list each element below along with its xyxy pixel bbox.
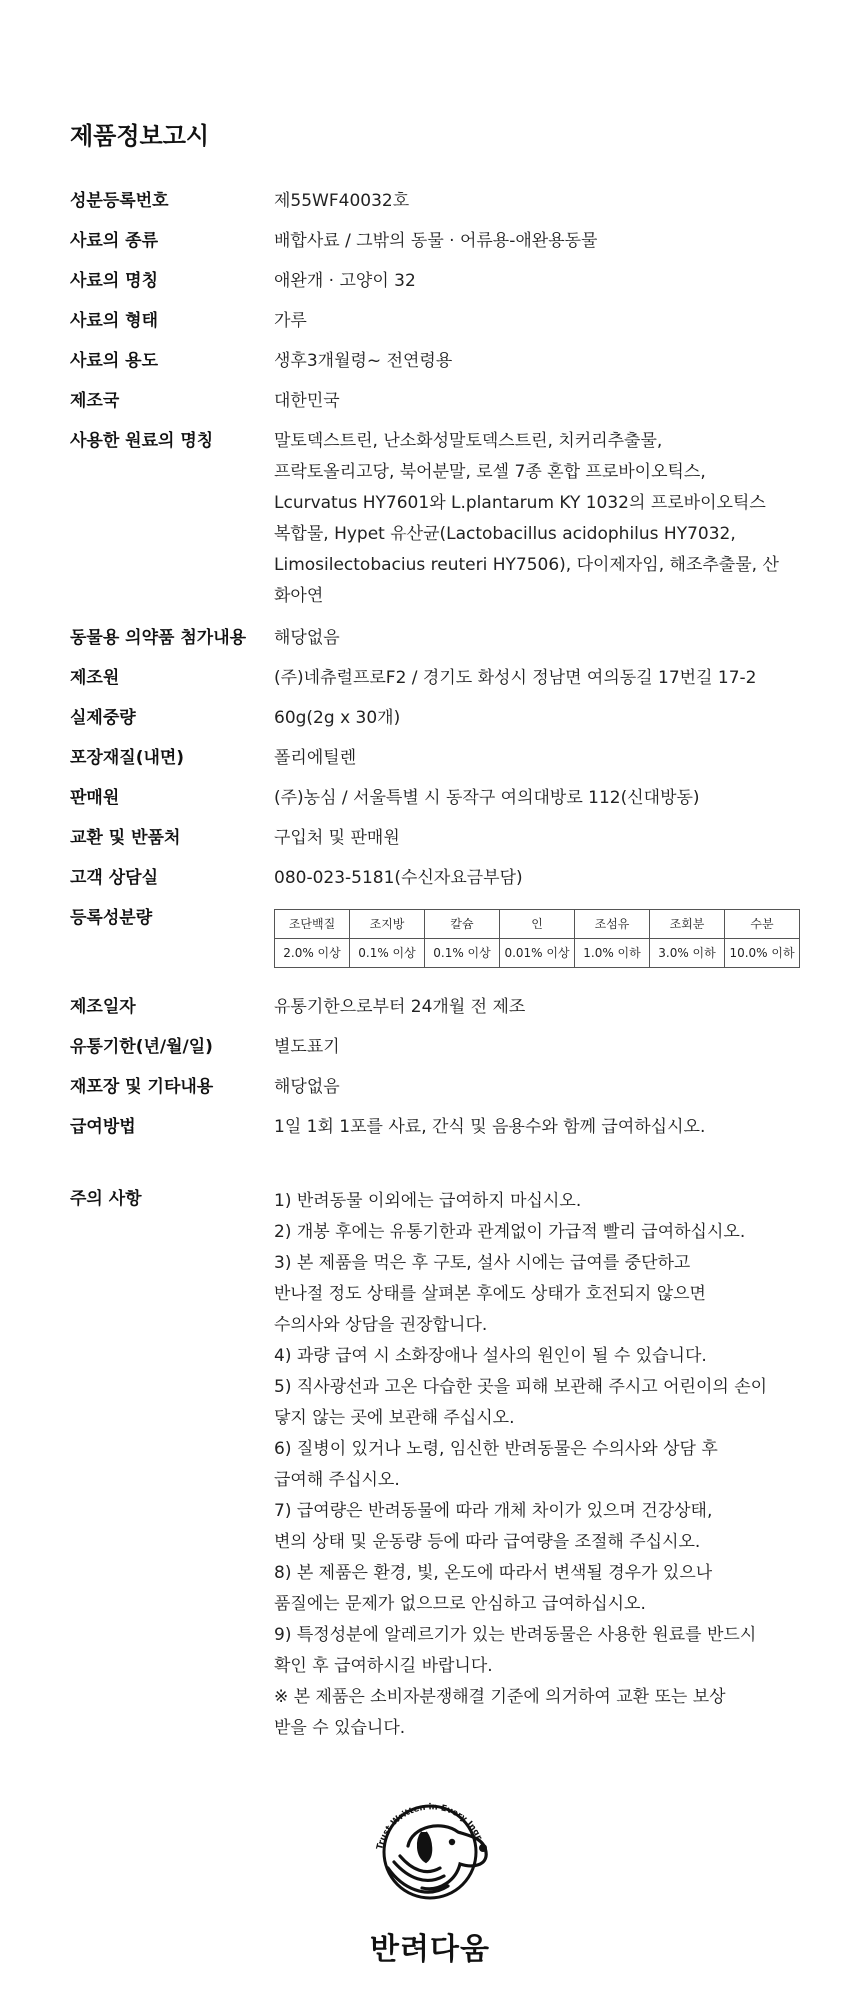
caution-line: 변의 상태 및 운동량 등에 따라 급여량을 조절해 주십시오. — [274, 1532, 701, 1552]
ingredient-line: Lcurvatus HY7601와 L.plantarum KY 1032의 프로바이오틱스 — [274, 493, 766, 513]
row-label: 실제중량 — [70, 708, 136, 728]
caution-line: 3) 본 제품을 먹은 후 구토, 설사 시에는 급여를 중단하고 — [274, 1253, 691, 1273]
row-value: 제55WF40032호 — [274, 191, 410, 211]
info-row-feed-name — [70, 268, 810, 295]
composition-table — [274, 909, 800, 968]
composition-value-cell: 3.0% 이하 — [650, 939, 725, 968]
info-row-composition — [70, 905, 810, 968]
info-row-packaging — [70, 745, 810, 772]
info-row-seller — [70, 785, 810, 812]
caution-line: 7) 급여량은 반려동물에 따라 개체 차이가 있으며 건강상태, — [274, 1501, 713, 1521]
ingredient-line: 화아연 — [274, 586, 324, 606]
row-label: 재포장 및 기타내용 — [70, 1077, 214, 1097]
info-row-additives — [70, 625, 810, 652]
row-label: 동물용 의약품 첨가내용 — [70, 628, 247, 648]
composition-header-cell: 수분 — [725, 910, 800, 939]
info-row-registration — [70, 188, 810, 215]
row-label: 사료의 명칭 — [70, 271, 159, 291]
composition-value-row — [275, 939, 800, 968]
row-value: 080-023-5181(수신자요금부담) — [274, 868, 523, 888]
row-label: 사용한 원료의 명칭 — [70, 431, 214, 451]
row-value: 가루 — [274, 311, 307, 331]
ingredients-value — [274, 426, 810, 612]
row-label: 제조국 — [70, 391, 120, 411]
caution-line: 받을 수 있습니다. — [274, 1718, 406, 1738]
caution-line: ※ 본 제품은 소비자분쟁해결 기준에 의거하여 교환 또는 보상 — [274, 1687, 726, 1707]
row-value: (주)네츄럴프로F2 / 경기도 화성시 정남면 여의동길 17번길 17-2 — [274, 668, 757, 688]
info-row-feed-form — [70, 308, 810, 335]
row-value: 해당없음 — [274, 628, 340, 648]
caution-line: 4) 과량 급여 시 소화장애나 설사의 원인이 될 수 있습니다. — [274, 1346, 707, 1366]
row-label: 사료의 종류 — [70, 231, 159, 251]
row-label: 주의 사항 — [70, 1189, 142, 1209]
composition-value — [274, 905, 810, 968]
caution-list — [274, 1186, 810, 1744]
brand-logo — [352, 1776, 508, 1976]
caution-line: 1) 반려동물 이외에는 급여하지 마십시오. — [274, 1191, 582, 1211]
composition-header-cell: 칼슘 — [425, 910, 500, 939]
row-label: 판매원 — [70, 788, 120, 808]
row-label: 포장재질(내면) — [70, 748, 185, 768]
row-value: 1일 1회 1포를 사료, 간식 및 음용수와 함께 급여하십시오. — [274, 1117, 706, 1137]
row-label: 제조원 — [70, 668, 120, 688]
row-value: 별도표기 — [274, 1037, 340, 1057]
page-title: 제품정보고시 — [70, 122, 210, 150]
composition-header-cell: 조회분 — [650, 910, 725, 939]
info-row-expiry — [70, 1034, 810, 1061]
info-row-ingredients — [70, 428, 810, 612]
brand-name: 반려다움 — [370, 1932, 490, 1967]
row-value: 유통기한으로부터 24개월 전 제조 — [274, 997, 526, 1017]
row-label: 사료의 용도 — [70, 351, 159, 371]
info-row-weight — [70, 705, 810, 732]
row-label: 교환 및 반품처 — [70, 828, 181, 848]
row-label: 급여방법 — [70, 1117, 136, 1137]
composition-value-cell: 0.01% 이상 — [500, 939, 575, 968]
caution-line: 닿지 않는 곳에 보관해 주십시오. — [274, 1408, 515, 1428]
row-label: 사료의 형태 — [70, 311, 159, 331]
caution-line: 8) 본 제품은 환경, 빛, 온도에 따라서 변색될 경우가 있으나 — [274, 1563, 713, 1583]
caution-line: 9) 특정성분에 알레르기가 있는 반려동물은 사용한 원료를 반드시 — [274, 1625, 757, 1645]
info-row-feed-type — [70, 228, 810, 255]
ingredient-line: 말토덱스트린, 난소화성말토덱스트린, 치커리추출물, — [274, 431, 663, 451]
composition-value-cell: 10.0% 이하 — [725, 939, 800, 968]
composition-value-cell: 1.0% 이하 — [575, 939, 650, 968]
info-row-cautions — [70, 1186, 810, 1744]
info-row-manufacturer — [70, 665, 810, 692]
row-value: 배합사료 / 그밖의 동물 · 어류용-애완용동물 — [274, 231, 598, 251]
ingredient-line: Limosilectobacius reuteri HY7506), 다이제자임, 해조추출물, 산 — [274, 555, 779, 575]
ingredient-line: 복합물, Hypet 유산균(Lactobacillus acidophilus HY7032, — [274, 524, 736, 544]
info-row-feed-usage — [70, 348, 810, 375]
row-label: 성분등록번호 — [70, 191, 169, 211]
composition-header-row — [275, 910, 800, 939]
caution-line: 5) 직사광선과 고온 다습한 곳을 피해 보관해 주시고 어린이의 손이 — [274, 1377, 768, 1397]
row-value: 폴리에틸렌 — [274, 748, 357, 768]
row-value: 대한민국 — [274, 391, 340, 411]
dog-hug-logo-icon — [360, 1776, 500, 1916]
caution-line: 2) 개봉 후에는 유통기한과 관계없이 가급적 빨리 급여하십시오. — [274, 1222, 746, 1242]
ingredient-line: 프락토올리고당, 북어분말, 로셀 7종 혼합 프로바이오틱스, — [274, 462, 706, 482]
info-row-feeding-method — [70, 1114, 810, 1141]
info-row-repackaging — [70, 1074, 810, 1101]
row-value: 애완개 · 고양이 32 — [274, 271, 416, 291]
info-row-manufacture-date — [70, 994, 810, 1021]
caution-line: 수의사와 상담을 권장합니다. — [274, 1315, 488, 1335]
row-value: 해당없음 — [274, 1077, 340, 1097]
composition-value-cell: 0.1% 이상 — [350, 939, 425, 968]
row-value: 생후3개월령~ 전연령용 — [274, 351, 453, 371]
composition-header-cell: 조단백질 — [275, 910, 350, 939]
row-label: 등록성분량 — [70, 908, 153, 928]
composition-header-cell: 조지방 — [350, 910, 425, 939]
row-value: 구입처 및 판매원 — [274, 828, 400, 848]
row-label: 고객 상담실 — [70, 868, 159, 888]
logo-ring-text: Trust Written in Every Ingr — [375, 1802, 484, 1851]
info-row-returns — [70, 825, 810, 852]
composition-header-cell: 조섬유 — [575, 910, 650, 939]
composition-value-cell: 0.1% 이상 — [425, 939, 500, 968]
row-value: 60g(2g x 30개) — [274, 708, 401, 728]
caution-line: 6) 질병이 있거나 노령, 임신한 반려동물은 수의사와 상담 후 — [274, 1439, 718, 1459]
row-label: 제조일자 — [70, 997, 136, 1017]
caution-line: 반나절 정도 상태를 살펴본 후에도 상태가 호전되지 않으면 — [274, 1284, 706, 1304]
info-row-country — [70, 388, 810, 415]
row-label: 유통기한(년/월/일) — [70, 1037, 213, 1057]
caution-line: 품질에는 문제가 없으므로 안심하고 급여하십시오. — [274, 1594, 646, 1614]
row-value: (주)농심 / 서울특별 시 동작구 여의대방로 112(신대방동) — [274, 788, 700, 808]
caution-line: 급여해 주십시오. — [274, 1470, 400, 1490]
composition-header-cell: 인 — [500, 910, 575, 939]
info-row-customer-center — [70, 865, 810, 892]
composition-value-cell: 2.0% 이상 — [275, 939, 350, 968]
caution-line: 확인 후 급여하시길 바랍니다. — [274, 1656, 493, 1676]
product-info-list — [70, 188, 810, 1757]
